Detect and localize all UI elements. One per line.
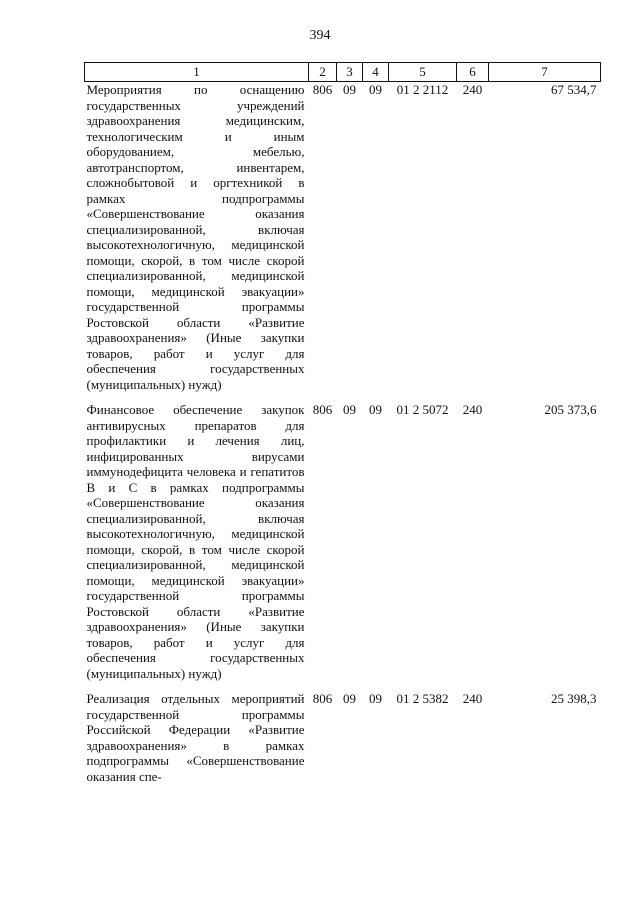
- row-description: Реализация отдельных мероприятий государственной программы Российской Федерации «Развитие здравоохранения» в рамках подпрограммы «Совершенствование оказания спе-: [86, 691, 305, 784]
- table-body: [85, 82, 601, 785]
- row-description: Мероприятия по оснащению государственных учреждений здравоохранения медицинским, технологическим и иным оборудованием, мебелью, автотранспортом, инвентарем, сложнобытовой и оргтехникой в рамках подпрограммы «Совершенствование оказания специализированной, включая высокотехнологичную, медицинской помощи, скорой, в том числе скорой специализированной, медицинской помощи, медицинской эвакуации» государственной программы Ростовской области «Развитие здравоохранения» (Иные закупки товаров, работ и услуг для обеспечения государственных (муниципальных) нужд): [86, 82, 305, 392]
- cell-amount: 67 534,7: [551, 82, 597, 97]
- cell-subsection: 09: [369, 402, 382, 417]
- table-row: [85, 82, 601, 393]
- cell-ministry-code: 806: [312, 691, 333, 706]
- cell-expense-type: 240: [462, 402, 483, 417]
- cell-section: 09: [343, 82, 356, 97]
- cell-expense-type: 240: [462, 691, 483, 706]
- cell-target-article: 01 2 5072: [396, 402, 449, 417]
- column-header-6: 6: [457, 63, 489, 82]
- table-row: [85, 392, 601, 681]
- table-row: [85, 681, 601, 784]
- cell-amount: 25 398,3: [551, 691, 597, 706]
- cell-target-article: 01 2 2112: [396, 82, 449, 97]
- row-description: Финансовое обеспечение закупок антивирусных препаратов для профилактики и лечения лиц, инфицированных вирусами иммунодефицита человека и гепатитов B и C в рамках подпрограммы «Совершенствование оказания специализированной, включая высокотехнологичную, медицинской помощи, скорой, в том числе скорой специализированной, медицинской помощи, медицинской эвакуации» государственной программы Ростовской области «Развитие здравоохранения» (Иные закупки товаров, работ и услуг для обеспечения государственных (муниципальных) нужд): [86, 402, 305, 681]
- header-row: [85, 63, 601, 82]
- column-header-5: 5: [389, 63, 457, 82]
- cell-target-article: 01 2 5382: [396, 691, 449, 706]
- budget-table: [84, 62, 601, 784]
- cell-subsection: 09: [369, 691, 382, 706]
- column-header-3: 3: [337, 63, 363, 82]
- cell-amount: 205 373,6: [544, 402, 597, 417]
- cell-ministry-code: 806: [312, 402, 333, 417]
- cell-section: 09: [343, 691, 356, 706]
- page-number: 394: [309, 28, 331, 43]
- cell-subsection: 09: [369, 82, 382, 97]
- cell-section: 09: [343, 402, 356, 417]
- column-header-1: 1: [85, 63, 309, 82]
- table-header: [85, 63, 601, 82]
- cell-ministry-code: 806: [312, 82, 333, 97]
- cell-expense-type: 240: [462, 82, 483, 97]
- column-header-2: 2: [309, 63, 337, 82]
- column-header-4: 4: [363, 63, 389, 82]
- column-header-7: 7: [489, 63, 601, 82]
